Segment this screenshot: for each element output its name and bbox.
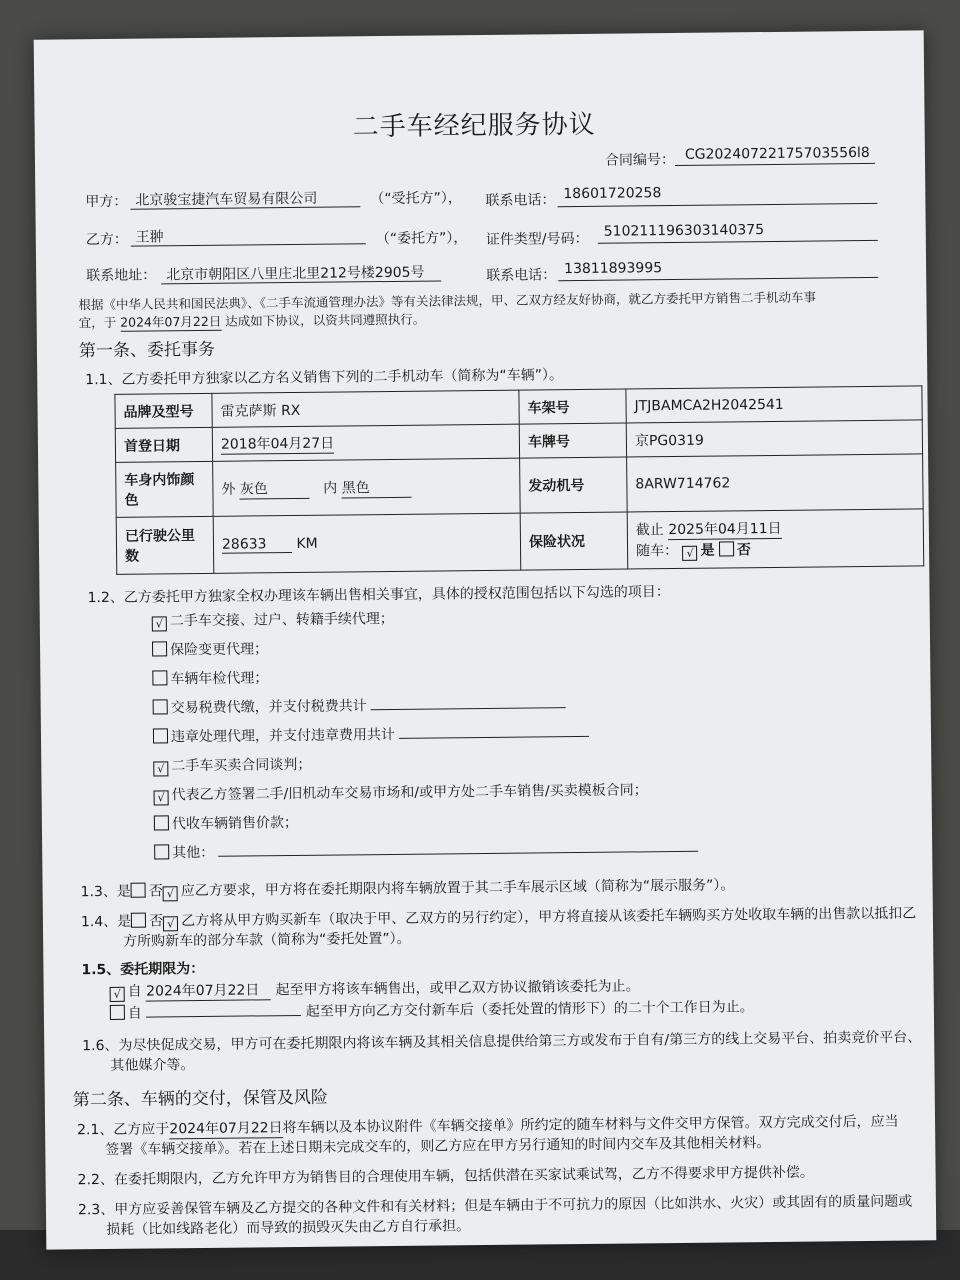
brand-label: 品牌及型号 (115, 393, 212, 428)
clause-1-4-line-2: 方所购新车的部分车款（简称为“委托处置”）。 (123, 930, 411, 950)
plate-value: 京PG0319 (626, 420, 922, 457)
clause-1-3: 1.3、是 否 √ 应乙方要求，甲方将在委托期限内将车辆放置于其二手车展示区域（简称为“展示服务”）。 (80, 877, 735, 901)
party-b-id-label: 证件类型/号码： (485, 230, 589, 248)
option-checkbox-5[interactable] (153, 728, 168, 743)
option-item-7: √ 代表乙方签署二手/旧机动车交易市场和/或甲方处二手车销售/买卖模板合同； (153, 779, 647, 805)
clause-2-2: 2.2、在委托期限内，乙方允许甲方为销售目的合理使用车辆，包括供潜在买家试乘试驾，乙方不得要求甲方提供补偿。 (77, 1164, 814, 1189)
address-label: 联系地址： (86, 267, 157, 285)
clause-1-5-opt-1: √ 自 2024年07月22日 起至甲方将该车辆售出，或甲乙双方协议撤销该委托为止。 (110, 975, 640, 1002)
clause-1-4-no-checkbox[interactable]: √ (163, 916, 178, 931)
party-b-phone-label: 联系电话： (486, 267, 557, 284)
option-item-6: √ 二手车买卖合同谈判； (153, 754, 311, 777)
party-a-label: 甲方： (85, 193, 128, 211)
party-a-phone: 18601720258 (563, 185, 662, 203)
clause-2-1-line-2: 签署《车辆交接单》。若在上述日期未完成交车的，则乙方应在甲方另行通知的时间内交车及其他相关材料。 (105, 1135, 771, 1159)
clause-1-1: 1.1、乙方委托甲方独家以乙方名义销售下列的二手机动车（简称为“车辆”）。 (85, 367, 564, 389)
preamble-date: 2024年07月22日 (120, 313, 222, 330)
clause-1-5-opt-2: 自 起至甲方向乙方交付新车后（委托处置的情形下）的二十个工作日为止。 (110, 996, 754, 1023)
color-label: 车身内饰颜色 (116, 461, 214, 517)
term-option-1-checkbox[interactable]: √ (110, 987, 125, 1002)
clause-1-4-yes-checkbox[interactable] (131, 913, 146, 928)
clause-2-3-line-1: 2.3、甲方应妥善保管车辆及乙方提交的各种文件和有关材料；但是车辆由于不可抗力的原因（比如洪水、火灾）或其固有的质量问题或 (77, 1193, 913, 1219)
party-a-role: （“受托方”）， (370, 190, 462, 208)
address-value: 北京市朝阳区八里庄北里212号楼2905号 (166, 264, 425, 284)
insurance-label: 保险状况 (520, 512, 628, 570)
clause-1-4: 1.4、是 否 √ 乙方将从甲方购买新车（取决于甲、乙双方的另行约定），甲方将直接从该委托车辆购买方处收取车辆的出售款以抵扣乙 (80, 905, 917, 931)
engine-label: 发动机号 (520, 457, 628, 513)
term-option-2-checkbox[interactable] (110, 1005, 125, 1020)
mileage-label: 已行驶公里数 (116, 516, 214, 574)
option-item-5: 违章处理代理，并支付违章费用共计 (153, 722, 590, 747)
preamble-line-2: 宜，于 2024年07月22日 达成如下协议，以资共同遵照执行。 (78, 311, 426, 331)
first-reg-value: 2018年04月27日 (221, 433, 334, 455)
page-title: 二手车经纪服务协议 (352, 109, 596, 143)
option-checkbox-9[interactable] (154, 844, 169, 859)
party-b-role: （“委托方”）， (375, 230, 468, 248)
option-checkbox-2[interactable] (152, 641, 167, 656)
option-item-4: 交易税费代缴，并支付税费共计 (153, 693, 567, 717)
party-a-phone-label: 联系电话： (485, 192, 556, 209)
vehicle-table: 品牌及型号 雷克萨斯 RX 车架号 JTJBAMCA2H2042541 首登日期 2018年04月27日 车牌号 京PG0319 车身内饰颜色 外 灰色 内 黑色 发动机号 8ARW714762 已行驶公里数 28633 KM 保险状况 截止 2025年04月11日 随车： √ 是 否 (114, 385, 924, 574)
first-reg-label: 首登日期 (115, 427, 212, 462)
clause-1-2: 1.2、乙方委托甲方独家全权办理该车辆出售相关事宜，具体的授权范围包括以下勾选的项目： (87, 584, 670, 607)
option-item-3: 车辆年检代理； (152, 667, 268, 688)
party-b-label: 乙方： (85, 231, 128, 249)
article-2-heading: 第二条、车辆的交付，保管及风险 (72, 1087, 328, 1111)
clause-1-5-heading: 1.5、委托期限为： (81, 960, 205, 979)
option-checkbox-7[interactable]: √ (154, 790, 169, 805)
contract-no-label: 合同编号： (604, 151, 676, 169)
option-checkbox-8[interactable] (154, 815, 169, 830)
plate-label: 车牌号 (519, 423, 626, 458)
insurance-yes-checkbox[interactable]: √ (682, 546, 697, 561)
option-item-8: 代收车辆销售价款； (154, 812, 298, 834)
option-checkbox-3[interactable] (152, 670, 167, 685)
contract-no-value: CG20240722175703556l8 (684, 144, 870, 163)
mileage-value: 28633 (222, 536, 292, 554)
brand-value: 雷克萨斯 RX (212, 390, 519, 427)
insurance-date: 2025年04月11日 (668, 518, 781, 540)
clause-2-1-line-1: 2.1、乙方应于2024年07月22日将车辆以及本协议附件《车辆交接单》所约定的随车材料与文件交甲方保管。双方完成交付后，应当 (77, 1113, 899, 1139)
preamble-line-1: 根据《中华人民共和国民法典》、《二手车流通管理办法》等有关法律法规，甲、乙双方经友好协商，就乙方委托甲方销售二手机动车事 (78, 289, 817, 313)
clause-1-3-no-checkbox[interactable]: √ (163, 886, 178, 901)
engine-value: 8ARW714762 (627, 454, 924, 512)
exterior-color: 灰色 (240, 477, 310, 499)
option-checkbox-6[interactable]: √ (153, 761, 168, 776)
option-item-1: √ 二手车交接、过户、转籍手续代理； (152, 608, 394, 632)
clause-1-6-line-2: 其他媒介等。 (110, 1057, 195, 1074)
article-1-heading: 第一条、委托事务 (78, 339, 216, 362)
clause-1-6-line-1: 1.6、为尽快促成交易，甲方可在委托期限内将该车辆及其相关信息提供给第三方或发布于自有/第三方的线上交易平台、拍卖竞价平台、 (82, 1029, 922, 1055)
insurance-no-checkbox[interactable] (719, 541, 734, 556)
clause-1-3-yes-checkbox[interactable] (131, 883, 146, 898)
option-item-9: 其他： (154, 837, 699, 863)
agreement-page (34, 30, 937, 1249)
handover-date: 2024年07月22日 (169, 1117, 282, 1139)
interior-color: 黑色 (342, 476, 412, 498)
vin-value: JTJBAMCA2H2042541 (626, 386, 922, 423)
party-b-id: 510211196303140375 (603, 222, 765, 240)
party-a-name: 北京骏宝捷汽车贸易有限公司 (135, 190, 318, 209)
clause-2-3-line-2: 损耗（比如线路老化）而导致的损毁灭失由乙方自行承担。 (106, 1218, 471, 1238)
party-b-phone: 13811893995 (564, 260, 663, 278)
option-checkbox-1[interactable]: √ (152, 616, 167, 631)
party-b-name: 王翀 (135, 229, 164, 246)
term-start-date: 2024年07月22日 (146, 979, 271, 1001)
vin-label: 车架号 (519, 389, 626, 424)
option-checkbox-4[interactable] (153, 699, 168, 714)
option-item-2: 保险变更代理； (152, 638, 268, 659)
